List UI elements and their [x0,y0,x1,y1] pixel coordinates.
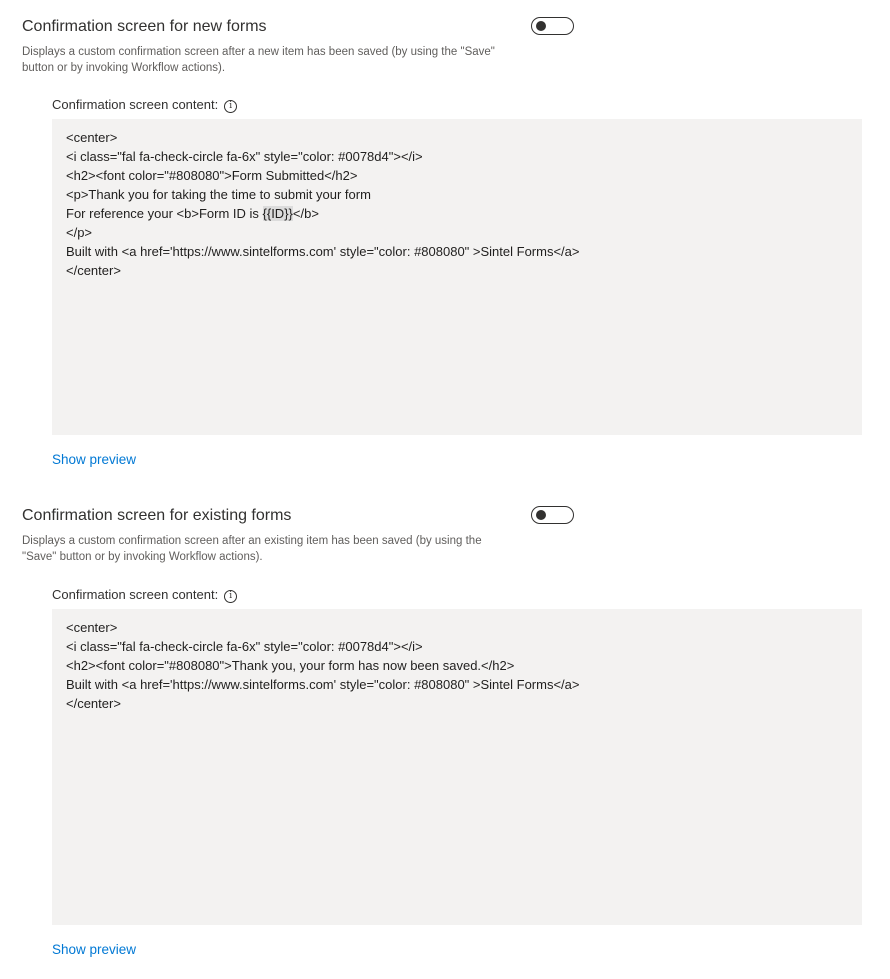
code-line: <center> [66,620,118,635]
template-token-highlight: {{ID}} [262,206,293,221]
new-forms-toggle[interactable] [531,17,574,35]
existing-forms-show-preview-link[interactable]: Show preview [52,942,137,957]
code-line: Built with <a href='https://www.sintelforms.com' style="color: #808080" >Sintel Forms</a> [66,677,580,692]
code-line: </center> [66,263,121,278]
new-forms-content-label [52,97,237,113]
existing-forms-section [0,490,890,979]
existing-forms-toggle[interactable] [531,506,574,524]
code-line: <i class="fal fa-check-circle fa-6x" style="color: #0078d4"></i> [66,149,423,164]
code-text: </b> [292,206,319,221]
code-line: <p>Thank you for taking the time to submit your form [66,187,371,202]
code-text: For reference your <b>Form ID is [66,206,263,221]
toggle-knob [536,21,546,31]
existing-forms-content-label [52,587,237,603]
toggle-knob [536,510,546,520]
code-line: <h2><font color="#808080">Thank you, your form has now been saved.</h2> [66,658,515,673]
new-forms-description: Displays a custom confirmation screen after a new item has been saved (by using the "Save" button or by invoking Workflow actions). [22,46,495,74]
content-label-text: Confirmation screen content: [52,587,219,602]
code-line: Built with <a href='https://www.sintelforms.com' style="color: #808080" >Sintel Forms</a> [66,244,580,259]
new-forms-show-preview-link[interactable]: Show preview [52,452,137,467]
existing-forms-title: Confirmation screen for existing forms [22,507,292,524]
code-line [66,204,848,223]
new-forms-title: Confirmation screen for new forms [22,18,267,35]
info-icon[interactable]: i [224,590,237,603]
code-line: <h2><font color="#808080">Form Submitted</h2> [66,168,358,183]
code-line: </center> [66,696,121,711]
existing-forms-code-editor[interactable] [52,609,862,925]
existing-forms-description: Displays a custom confirmation screen after an existing item has been saved (by using the "Save" button or by invoking Workflow actions). [22,535,482,563]
code-line: </p> [66,225,93,240]
info-icon[interactable]: i [224,100,237,113]
code-line: <center> [66,130,118,145]
content-label-text: Confirmation screen content: [52,97,219,112]
new-forms-code-editor[interactable] [52,119,862,435]
code-line: <i class="fal fa-check-circle fa-6x" style="color: #0078d4"></i> [66,639,423,654]
